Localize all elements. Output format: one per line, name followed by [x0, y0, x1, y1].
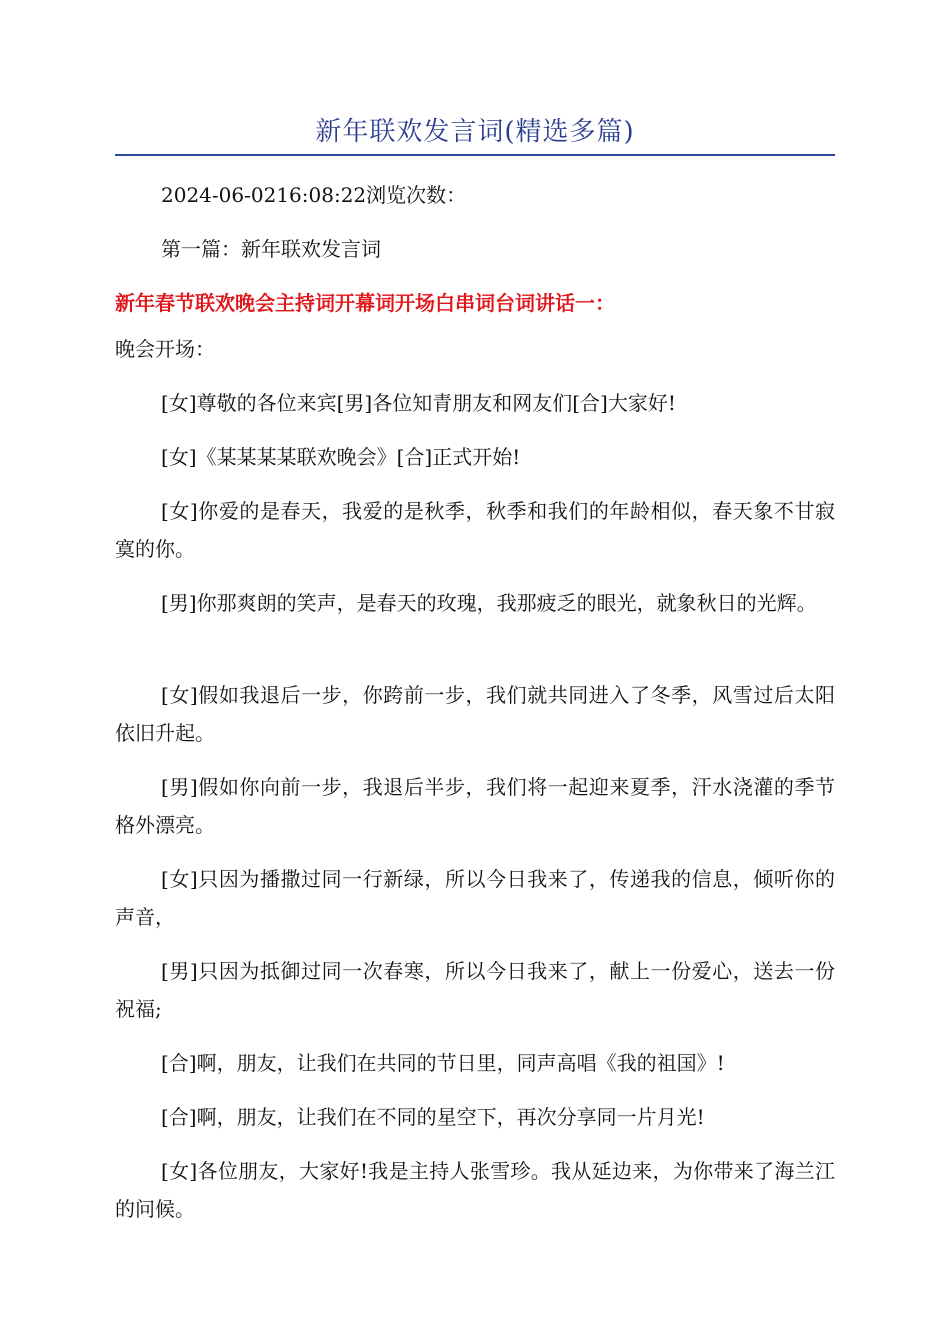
section-heading: 第一篇：新年联欢发言词: [161, 237, 381, 261]
document-title: 新年联欢发言词(精选多篇): [315, 117, 635, 147]
paragraph: [男]假如你向前一步，我退后半步，我们将一起迎来夏季，汗水浇灌的季节格外漂亮。: [115, 775, 835, 837]
opening-label: 晚会开场：: [115, 337, 215, 361]
paragraph: [男]你那爽朗的笑声，是春天的玫瑰，我那疲乏的眼光，就象秋日的光辉。: [161, 591, 817, 615]
paragraph: [女]只因为播撒过同一行新绿，所以今日我来了，传递我的信息，倾听你的声音，: [115, 867, 835, 929]
paragraph: [合]啊，朋友，让我们在不同的星空下，再次分享同一片月光!: [161, 1105, 705, 1129]
paragraph: [女]你爱的是春天，我爱的是秋季，秋季和我们的年龄相似，春天象不甘寂寞的你。: [115, 499, 835, 561]
paragraph: [女]尊敬的各位来宾[男]各位知青朋友和网友们[合]大家好!: [161, 391, 676, 415]
paragraph: [男]只因为抵御过同一次春寒，所以今日我来了，献上一份爱心，送去一份祝福;: [115, 959, 835, 1021]
red-heading: 新年春节联欢晚会主持词开幕词开场白串词台词讲话一：: [115, 291, 615, 315]
paragraph: [女]《某某某某联欢晚会》[合]正式开始!: [161, 445, 521, 469]
document-meta: 2024-06-0216:08:22浏览次数：: [161, 183, 467, 207]
paragraph: [合]啊，朋友，让我们在共同的节日里，同声高唱《我的祖国》!: [161, 1051, 725, 1075]
title-underline: [115, 154, 835, 156]
paragraph: [女]各位朋友，大家好!我是主持人张雪珍。我从延边来，为你带来了海兰江的问候。: [115, 1159, 835, 1221]
paragraph: [女]假如我退后一步，你跨前一步，我们就共同进入了冬季，风雪过后太阳依旧升起。: [115, 683, 835, 745]
